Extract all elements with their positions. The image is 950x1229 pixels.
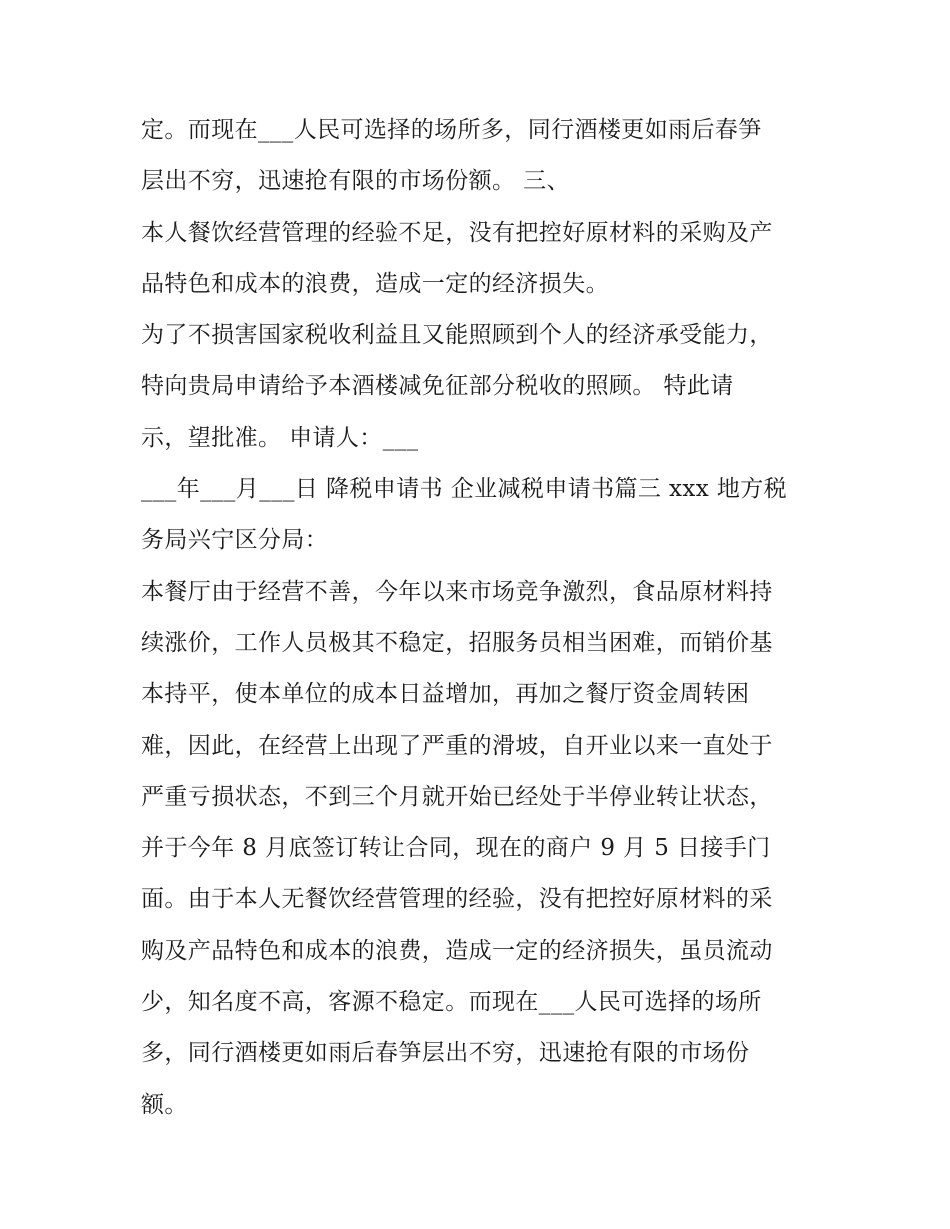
- text-line: ___年___月___日 降税申请书 企业减税申请书篇三 xxx 地方税: [141, 476, 788, 503]
- text-line: 多，同行酒楼更如雨后春笋层出不穷，迅速抢有限的市场份: [141, 1040, 750, 1067]
- text-line: 并于今年 8 月底签订转让合同，现在的商户 9 月 5 日接手门: [141, 835, 771, 862]
- text-line: 本持平，使本单位的成本日益增加，再加之餐厅资金周转困: [141, 681, 750, 708]
- text-line: 面。由于本人无餐饮经营管理的经验，没有把控好原材料的采: [141, 886, 773, 913]
- text-line: 本人餐饮经营管理的经验不足，没有把控好原材料的采购及产: [141, 219, 773, 246]
- text-line: 示，望批准。 申请人：___: [141, 424, 419, 451]
- text-line: 少，知名度不高，客源不稳定。而现在___人民可选择的场所: [141, 989, 762, 1016]
- text-line: 品特色和成本的浪费，造成一定的经济损失。: [141, 270, 609, 297]
- text-line: 本餐厅由于经营不善，今年以来市场竞争激烈，食品原材料持: [141, 578, 773, 605]
- text-line: 额。: [141, 1091, 188, 1118]
- text-line: 难，因此，在经营上出现了严重的滑坡，自开业以来一直处于: [141, 732, 773, 759]
- text-line: 层出不穷，迅速抢有限的市场份额。 三、: [141, 168, 570, 195]
- text-line: 购及产品特色和成本的浪费，造成一定的经济损失，虽员流动: [141, 937, 773, 964]
- text-line: 特向贵局申请给予本酒楼减免征部分税收的照顾。 特此请: [141, 373, 734, 400]
- text-line: 严重亏损状态，不到三个月就开始已经处于半停业转让状态，: [141, 783, 773, 810]
- body-text: [141, 108, 821, 1134]
- text-line: 定。而现在___人民可选择的场所多，同行酒楼更如雨后春笋: [141, 117, 762, 143]
- text-line: 续涨价，工作人员极其不稳定，招服务员相当困难，而销价基: [141, 629, 773, 656]
- text-line: 为了不损害国家税收利益且又能照顾到个人的经济承受能力，: [141, 322, 773, 349]
- text-line: 务局兴宁区分局：: [141, 527, 329, 554]
